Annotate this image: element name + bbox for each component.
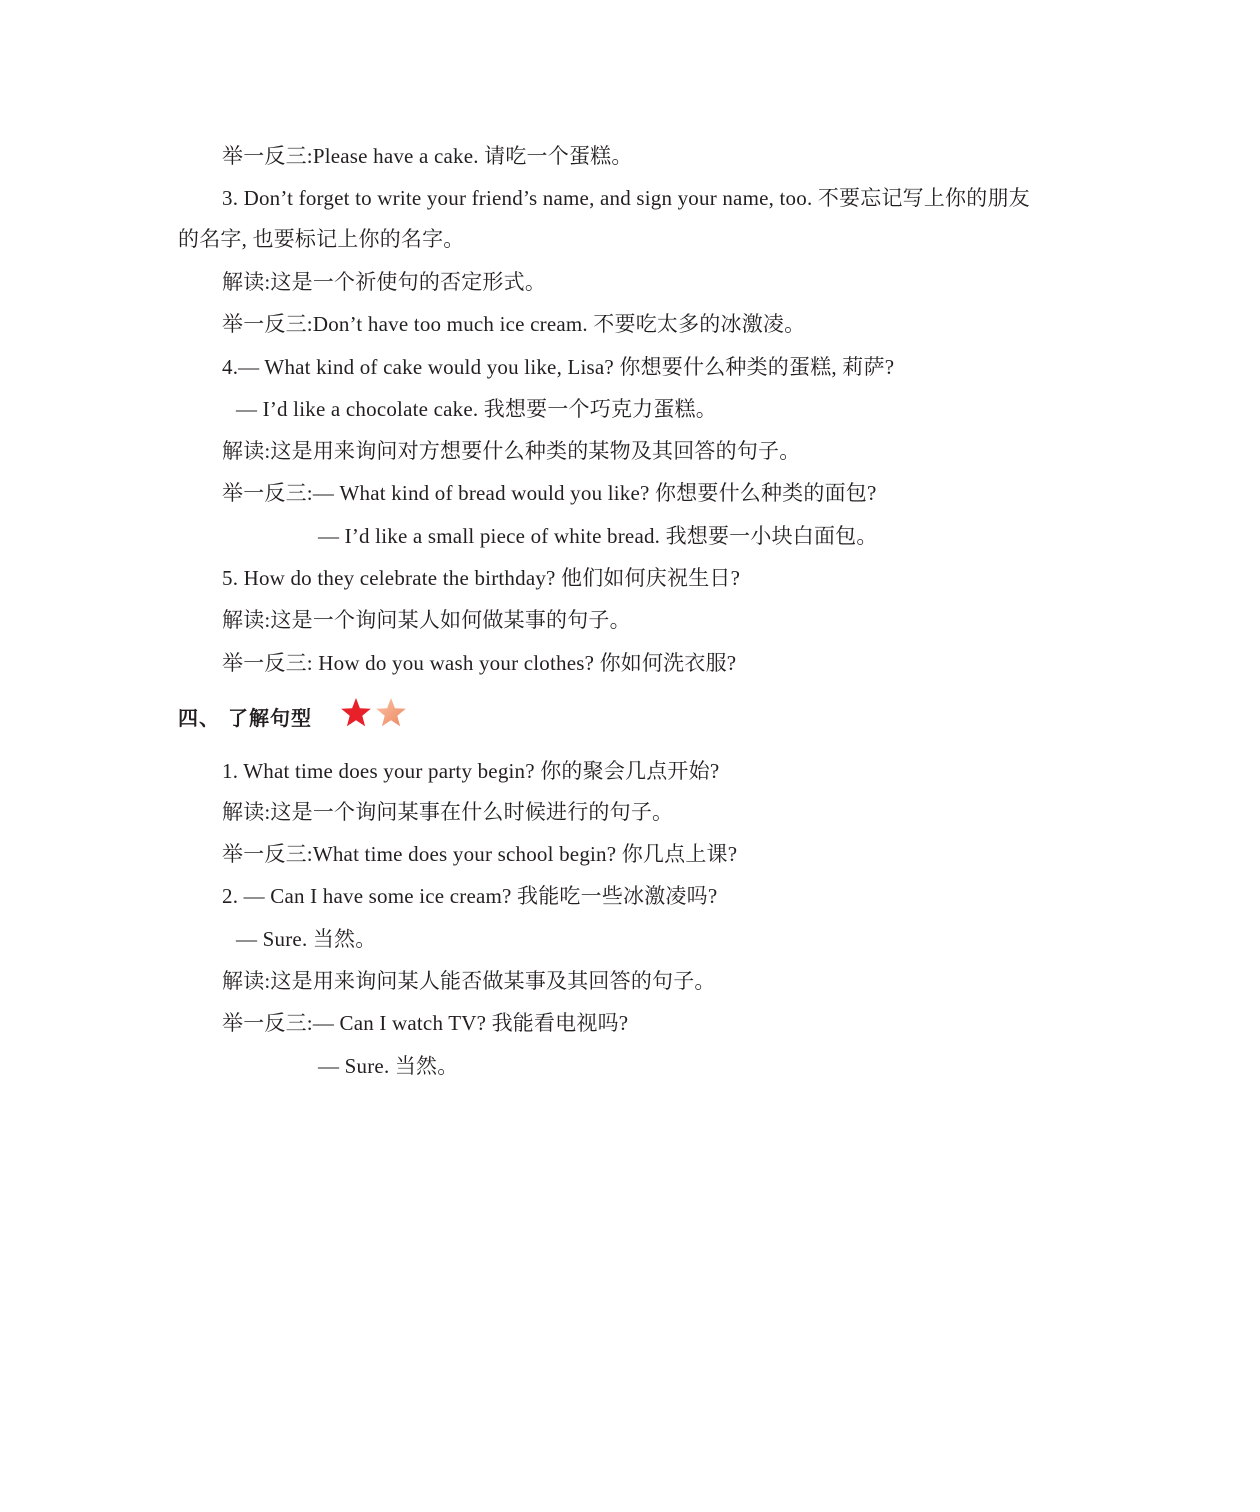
example-line: 举一反三:— Can I watch TV? 我能看电视吗? [222,1011,629,1035]
explanation-line: 解读:这是一个祈使句的否定形式。 [222,270,547,294]
example-line: 举一反三:Please have a cake. 请吃一个蛋糕。 [222,144,633,168]
example-line: 举一反三:Don’t have too much ice cream. 不要吃太多的冰激凌。 [222,312,806,336]
explanation-line: 解读:这是一个询问某人如何做某事的句子。 [222,608,631,632]
example-line: 举一反三:What time does your school begin? 你几点上课? [222,842,738,866]
explanation-line: 解读:这是用来询问某人能否做某事及其回答的句子。 [222,969,716,993]
section-heading: 四、 了解句型 [178,706,312,730]
sentence-1: 1. What time does your party begin? 你的聚会几点开始? [222,759,720,783]
example-answer: — I’d like a small piece of white bread. 我想要一小块白面包。 [318,524,878,548]
sentence-3-continuation: 的名字, 也要标记上你的名字。 [178,227,465,251]
star-icon [376,698,406,726]
star-icon [341,698,371,726]
explanation-line: 解读:这是一个询问某事在什么时候进行的句子。 [222,800,674,824]
example-line: 举一反三: How do you wash your clothes? 你如何洗衣服? [222,651,737,675]
sentence-2-answer: — Sure. 当然。 [236,927,377,951]
sentence-4: 4.— What kind of cake would you like, Lisa? 你想要什么种类的蛋糕, 莉萨? [222,355,895,379]
sentence-2: 2. — Can I have some ice cream? 我能吃一些冰激凌吗? [222,884,718,908]
example-line: 举一反三:— What kind of bread would you like? 你想要什么种类的面包? [222,481,877,505]
example-answer: — Sure. 当然。 [318,1054,459,1078]
explanation-line: 解读:这是用来询问对方想要什么种类的某物及其回答的句子。 [222,439,801,463]
sentence-5: 5. How do they celebrate the birthday? 他们如何庆祝生日? [222,566,741,590]
sentence-3: 3. Don’t forget to write your friend’s name, and sign your name, too. 不要忘记写上你的朋友 [222,186,1030,210]
difficulty-stars [338,695,412,731]
sentence-4-answer: — I’d like a chocolate cake. 我想要一个巧克力蛋糕。 [236,397,717,421]
